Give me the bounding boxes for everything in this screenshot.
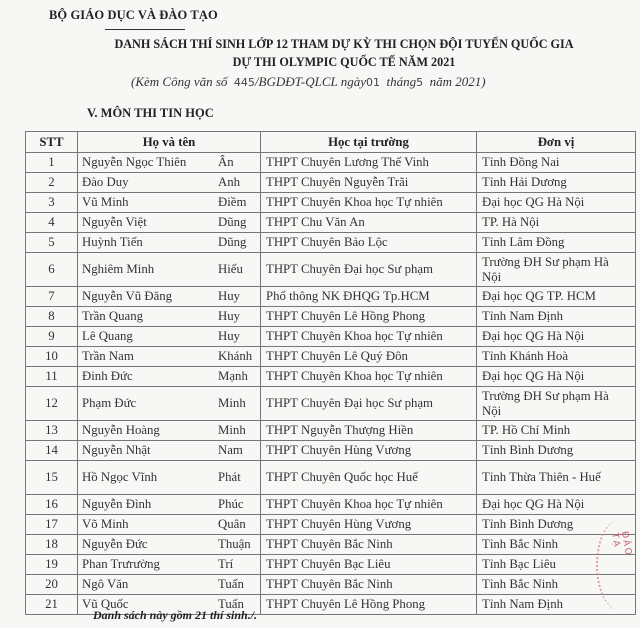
unit-cell: Tỉnh Đồng Nai — [477, 153, 636, 173]
given-name-cell: Hiếu — [216, 253, 261, 287]
unit-cell: Trường ĐH Sư phạm Hà Nội — [477, 253, 636, 287]
school-cell: THPT Chuyên Bắc Ninh — [261, 575, 477, 595]
given-name-cell: Phát — [216, 461, 261, 495]
school-cell: Phổ thông NK ĐHQG Tp.HCM — [261, 287, 477, 307]
family-name-cell: Nguyễn Vũ Đăng — [78, 287, 217, 307]
table-row — [26, 193, 636, 213]
unit-cell: Tỉnh Bình Dương — [477, 515, 636, 535]
stt-cell: 7 — [26, 287, 78, 307]
given-name-cell: Minh — [216, 421, 261, 441]
family-name-cell: Vũ Minh — [78, 193, 217, 213]
family-name-cell: Trần Quang — [78, 307, 217, 327]
unit-cell: Đại học QG TP. HCM — [477, 287, 636, 307]
stt-cell: 6 — [26, 253, 78, 287]
table-row — [26, 495, 636, 515]
school-cell: THPT Chuyên Khoa học Tự nhiên — [261, 367, 477, 387]
table-row — [26, 347, 636, 367]
unit-cell: Tỉnh Nam Định — [477, 307, 636, 327]
unit-cell: Đại học QG Hà Nội — [477, 367, 636, 387]
stt-cell: 20 — [26, 575, 78, 595]
table-row — [26, 535, 636, 555]
family-name-cell: Nguyễn Ngọc Thiên — [78, 153, 217, 173]
unit-cell: TP. Hà Nội — [477, 213, 636, 233]
school-cell: THPT Chuyên Hùng Vương — [261, 441, 477, 461]
family-name-cell: Đinh Đức — [78, 367, 217, 387]
given-name-cell: Phúc — [216, 495, 261, 515]
stt-cell: 1 — [26, 153, 78, 173]
stt-cell: 12 — [26, 387, 78, 421]
school-cell: THPT Chuyên Lê Hồng Phong — [261, 307, 477, 327]
table-row — [26, 421, 636, 441]
school-cell: THPT Nguyễn Thượng Hiền — [261, 421, 477, 441]
given-name-cell: Huy — [216, 307, 261, 327]
family-name-cell: Nguyễn Hoàng — [78, 421, 217, 441]
unit-cell: Tỉnh Hải Dương — [477, 173, 636, 193]
school-cell: THPT Chuyên Khoa học Tự nhiên — [261, 193, 477, 213]
family-name-cell: Nguyễn Việt — [78, 213, 217, 233]
school-cell: THPT Chuyên Đại học Sư phạm — [261, 253, 477, 287]
family-name-cell: Phạm Đức — [78, 387, 217, 421]
stt-cell: 16 — [26, 495, 78, 515]
stt-cell: 13 — [26, 421, 78, 441]
header-stt: STT — [26, 132, 78, 153]
given-name-cell: Anh — [216, 173, 261, 193]
school-cell: THPT Chuyên Đại học Sư phạm — [261, 387, 477, 421]
stt-cell: 18 — [26, 535, 78, 555]
table-row — [26, 253, 636, 287]
family-name-cell: Ngô Văn — [78, 575, 217, 595]
family-name-cell: Vũ Quốc — [78, 595, 217, 615]
table-row — [26, 515, 636, 535]
stt-cell: 15 — [26, 461, 78, 495]
school-cell: THPT Chuyên Quốc học Huế — [261, 461, 477, 495]
family-name-cell: Hồ Ngọc Vĩnh — [78, 461, 217, 495]
document-title-line1: DANH SÁCH THÍ SINH LỚP 12 THAM DỰ KỲ THI CHỌN ĐỘI TUYỂN QUỐC GIA — [114, 37, 574, 51]
given-name-cell: Quân — [216, 515, 261, 535]
table-row — [26, 213, 636, 233]
family-name-cell: Lê Quang — [78, 327, 217, 347]
school-cell: THPT Chuyên Nguyễn Trãi — [261, 173, 477, 193]
table-row — [26, 367, 636, 387]
given-name-cell: Dũng — [216, 233, 261, 253]
family-name-cell: Nghiêm Minh — [78, 253, 217, 287]
stt-cell: 14 — [26, 441, 78, 461]
stt-cell: 11 — [26, 367, 78, 387]
ref-day-handwritten: 01 — [366, 76, 381, 89]
school-cell: THPT Chuyên Lê Hồng Phong — [261, 595, 477, 615]
family-name-cell: Phan Trưrường — [78, 555, 217, 575]
given-name-cell: Khánh — [216, 347, 261, 367]
family-name-cell: Nguyễn Nhật — [78, 441, 217, 461]
stt-cell: 2 — [26, 173, 78, 193]
ref-prefix: (Kèm Công văn số — [131, 74, 234, 89]
family-name-cell: Đào Duy — [78, 173, 217, 193]
family-name-cell: Trần Nam — [78, 347, 217, 367]
unit-cell: Tỉnh Bình Dương — [477, 441, 636, 461]
unit-cell: TP. Hồ Chí Minh — [477, 421, 636, 441]
candidates-table — [25, 131, 636, 615]
unit-cell: Tỉnh Bắc Ninh — [477, 575, 636, 595]
school-cell: THPT Chuyên Bắc Ninh — [261, 535, 477, 555]
table-row — [26, 307, 636, 327]
unit-cell: Tỉnh Lâm Đồng — [477, 233, 636, 253]
given-name-cell: Điềm — [216, 193, 261, 213]
unit-cell: Đại học QG Hà Nội — [477, 327, 636, 347]
reference-line — [131, 74, 486, 90]
table-row — [26, 233, 636, 253]
school-cell: THPT Chuyên Bạc Liêu — [261, 555, 477, 575]
unit-cell: Đại học QG Hà Nội — [477, 495, 636, 515]
ref-month-handwritten: 5 — [416, 76, 424, 89]
unit-cell: Tỉnh Thừa Thiên - Huế — [477, 461, 636, 495]
given-name-cell: Dũng — [216, 213, 261, 233]
given-name-cell: Tuấn — [216, 575, 261, 595]
table-row — [26, 461, 636, 495]
family-name-cell: Huỳnh Tiến — [78, 233, 217, 253]
document-title-line2: DỰ THI OLYMPIC QUỐC TẾ NĂM 2021 — [232, 55, 456, 69]
stt-cell: 9 — [26, 327, 78, 347]
header-school: Học tại trường — [261, 132, 477, 153]
stt-cell: 10 — [26, 347, 78, 367]
table-row — [26, 441, 636, 461]
header-full-name: Họ và tên — [78, 132, 261, 153]
stt-cell: 21 — [26, 595, 78, 615]
given-name-cell: Nam — [216, 441, 261, 461]
stt-cell: 19 — [26, 555, 78, 575]
school-cell: THPT Chuyên Khoa học Tự nhiên — [261, 327, 477, 347]
given-name-cell: Thuận — [216, 535, 261, 555]
unit-cell: Tỉnh Nam Định — [477, 595, 636, 615]
given-name-cell: Huy — [216, 287, 261, 307]
unit-cell: Tỉnh Bạc Liêu — [477, 555, 636, 575]
school-cell: THPT Chuyên Khoa học Tự nhiên — [261, 495, 477, 515]
unit-cell: Trường ĐH Sư phạm Hà Nội — [477, 387, 636, 421]
table-row — [26, 387, 636, 421]
family-name-cell: Nguyễn Đức — [78, 535, 217, 555]
section-heading: V. MÔN THI TIN HỌC — [87, 106, 214, 120]
given-name-cell: Mạnh — [216, 367, 261, 387]
family-name-cell: Nguyễn Đình — [78, 495, 217, 515]
given-name-cell: Trí — [216, 555, 261, 575]
school-cell: THPT Chu Văn An — [261, 213, 477, 233]
header-unit: Đơn vị — [477, 132, 636, 153]
ref-mid: /BGDĐT-QLCL ngày — [254, 74, 367, 89]
table-row — [26, 327, 636, 347]
table-row — [26, 287, 636, 307]
ref-suffix: năm 2021) — [423, 74, 486, 89]
stt-cell: 17 — [26, 515, 78, 535]
table-row — [26, 153, 636, 173]
school-cell: THPT Chuyên Hùng Vương — [261, 515, 477, 535]
family-name-cell: Võ Minh — [78, 515, 217, 535]
ministry-name: BỘ GIÁO DỤC VÀ ĐÀO TẠO — [49, 8, 218, 22]
table-header-row — [26, 132, 636, 153]
table-row — [26, 575, 636, 595]
stt-cell: 8 — [26, 307, 78, 327]
given-name-cell: Huy — [216, 327, 261, 347]
stamp-text: ĐÀO TẠ — [609, 530, 634, 558]
unit-cell: Tỉnh Bắc Ninh — [477, 535, 636, 555]
given-name-cell: Ân — [216, 153, 261, 173]
table-row — [26, 555, 636, 575]
ref-month-label: tháng — [380, 74, 417, 89]
unit-cell: Đại học QG Hà Nội — [477, 193, 636, 213]
stt-cell: 3 — [26, 193, 78, 213]
given-name-cell: Tuấn — [216, 595, 261, 615]
table-row — [26, 173, 636, 193]
given-name-cell: Minh — [216, 387, 261, 421]
school-cell: THPT Chuyên Lê Quý Đôn — [261, 347, 477, 367]
stt-cell: 5 — [26, 233, 78, 253]
ministry-underline — [105, 29, 185, 30]
stt-cell: 4 — [26, 213, 78, 233]
school-cell: THPT Chuyên Lương Thế Vinh — [261, 153, 477, 173]
school-cell: THPT Chuyên Bảo Lộc — [261, 233, 477, 253]
ref-number-handwritten: 445 — [233, 76, 255, 89]
footer-note: Danh sách này gồm 21 thí sinh./. — [93, 608, 258, 622]
unit-cell: Tỉnh Khánh Hoà — [477, 347, 636, 367]
